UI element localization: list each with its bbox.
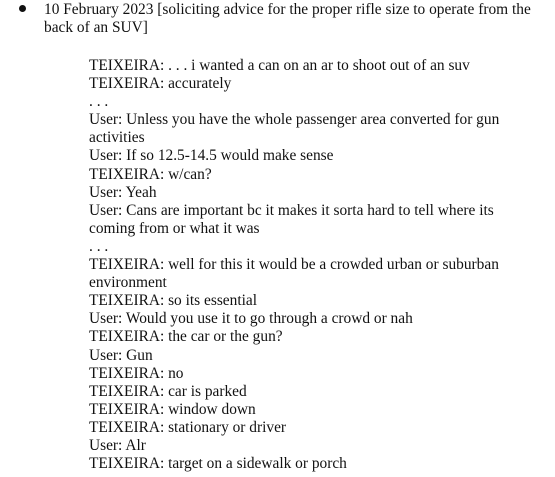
transcript-ellipsis: . . . [89, 93, 109, 111]
transcript-line: TEIXEIRA: so its essential [89, 292, 257, 310]
transcript-line: TEIXEIRA: . . . i wanted a can on an ar to shoot out of an suv [89, 57, 470, 74]
transcript-line: TEIXEIRA: target on a sidewalk or porch [89, 455, 347, 473]
transcript-line: User: Would you use it to go through a crowd or nah [89, 310, 413, 328]
transcript-line: TEIXEIRA: no [89, 364, 184, 382]
transcript-line: User: Alr [89, 436, 146, 454]
chat-transcript [89, 57, 541, 473]
transcript-line: User: Cans are important bc it makes it sorta hard to tell where its coming from or what it was [89, 201, 494, 237]
transcript-line: TEIXEIRA: window down [89, 400, 256, 418]
transcript-line: User: Yeah [89, 183, 157, 201]
transcript-ellipsis: . . . [89, 237, 109, 255]
entry-heading: 10 February 2023 [soliciting advice for the proper rifle size to operate from the back of an SUV] [44, 1, 531, 36]
transcript-line: User: If so 12.5-14.5 would make sense [89, 147, 334, 165]
transcript-line: TEIXEIRA: well for this it would be a crowded urban or suburban environment [89, 256, 499, 292]
transcript-line: TEIXEIRA: the car or the gun? [89, 328, 283, 346]
transcript-line: User: Gun [89, 346, 153, 364]
transcript-line: TEIXEIRA: stationary or driver [89, 418, 287, 436]
bullet-point-icon [19, 5, 26, 12]
transcript-line: TEIXEIRA: accurately [89, 75, 232, 93]
transcript-line: TEIXEIRA: w/can? [89, 165, 212, 183]
transcript-line: User: Unless you have the whole passenger area converted for gun activities [89, 111, 500, 147]
transcript-line: TEIXEIRA: car is parked [89, 382, 247, 400]
